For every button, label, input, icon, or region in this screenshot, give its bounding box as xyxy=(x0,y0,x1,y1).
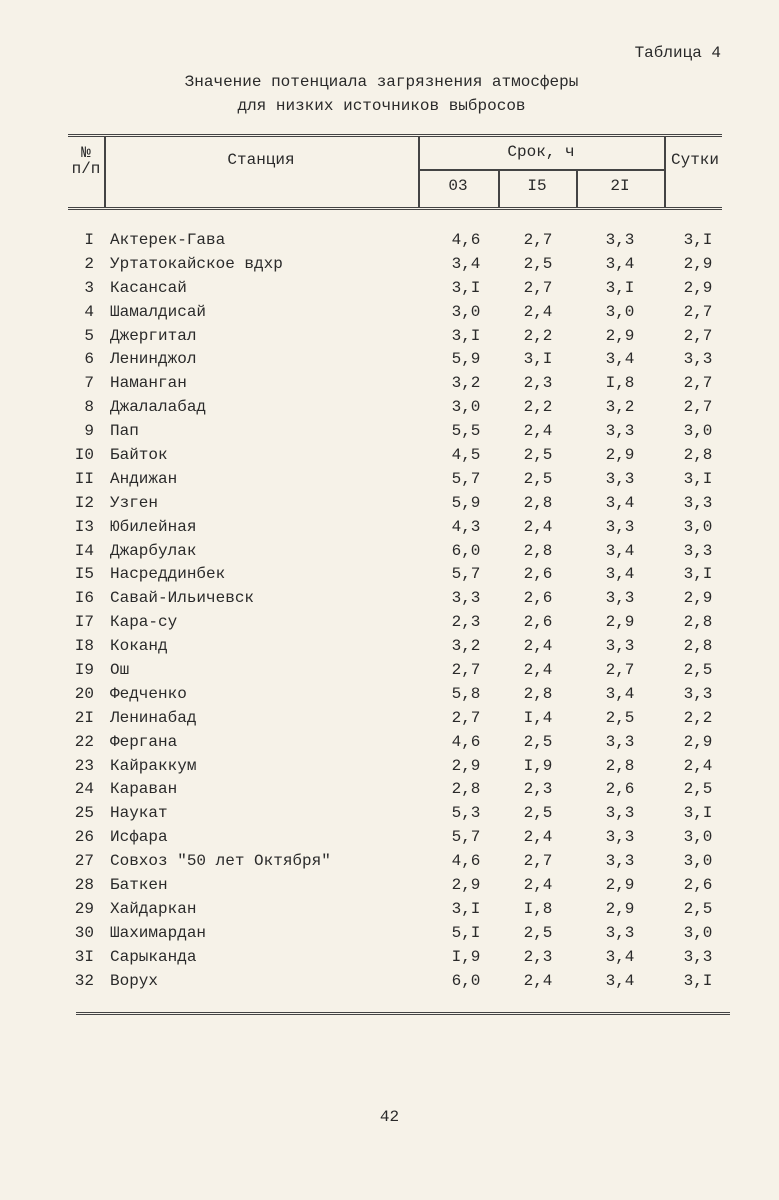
header-03: 03 xyxy=(448,177,468,195)
value-21: 3,4 xyxy=(605,493,635,512)
value-15: 2,5 xyxy=(523,923,553,942)
value-21: 2,6 xyxy=(605,780,635,799)
row-number: 25 xyxy=(74,804,94,823)
value-03: 5,9 xyxy=(451,350,481,369)
value-21: 3,3 xyxy=(605,589,635,608)
value-day: 2,6 xyxy=(683,876,713,895)
value-15: 2,5 xyxy=(523,732,553,751)
value-day: 3,3 xyxy=(683,493,713,512)
station-name: Баткен xyxy=(110,876,168,895)
value-15: 2,3 xyxy=(523,780,553,799)
table-row xyxy=(0,777,779,801)
value-03: 3,0 xyxy=(451,302,481,321)
table-row xyxy=(0,515,779,539)
row-number: 26 xyxy=(74,828,94,847)
value-21: 3,4 xyxy=(605,254,635,273)
value-21: 3,2 xyxy=(605,398,635,417)
station-name: Ленинджол xyxy=(110,350,197,369)
station-name: Шамалдисай xyxy=(110,302,207,321)
value-day: 3,3 xyxy=(683,350,713,369)
value-day: 3,0 xyxy=(683,517,713,536)
value-21: 3,4 xyxy=(605,541,635,560)
value-21: 3,3 xyxy=(605,517,635,536)
station-name: Ворух xyxy=(110,971,159,990)
station-name: Федченко xyxy=(110,684,187,703)
header-subdivider xyxy=(418,169,664,171)
row-number: 2 xyxy=(84,254,94,273)
station-name: Кара-су xyxy=(110,613,178,632)
value-21: 3,3 xyxy=(605,852,635,871)
row-number: 28 xyxy=(74,876,94,895)
station-name: Исфара xyxy=(110,828,168,847)
station-name: Наукат xyxy=(110,804,168,823)
station-name: Ош xyxy=(110,661,130,680)
value-day: 2,7 xyxy=(683,398,713,417)
value-03: 2,7 xyxy=(451,661,481,680)
station-name: Кайраккум xyxy=(110,756,197,775)
station-name: Фергана xyxy=(110,732,178,751)
value-21: I,8 xyxy=(605,374,635,393)
row-number: I6 xyxy=(74,589,94,608)
table-row xyxy=(0,849,779,873)
value-03: 5,8 xyxy=(451,684,481,703)
value-21: 3,4 xyxy=(605,947,635,966)
value-day: 3,I xyxy=(683,231,713,249)
value-day: 2,4 xyxy=(683,756,713,775)
value-15: 2,2 xyxy=(523,326,553,345)
table-row xyxy=(0,706,779,730)
value-21: 2,8 xyxy=(605,756,635,775)
station-name: Наманган xyxy=(110,374,187,393)
header-num: № п/п xyxy=(71,144,101,178)
value-15: 2,4 xyxy=(523,661,553,680)
value-03: 2,7 xyxy=(451,708,481,727)
station-name: Насреддинбек xyxy=(110,565,226,584)
value-15: 2,4 xyxy=(523,517,553,536)
header-period: Срок, ч xyxy=(507,143,575,161)
value-15: I,8 xyxy=(523,899,553,918)
value-day: 2,8 xyxy=(683,637,713,656)
value-21: 3,4 xyxy=(605,971,635,990)
row-number: 22 xyxy=(74,732,94,751)
row-number: 7 xyxy=(84,374,94,393)
row-number: I7 xyxy=(74,613,94,632)
table-row xyxy=(0,801,779,825)
value-day: 2,8 xyxy=(683,613,713,632)
table-row xyxy=(0,539,779,563)
row-number: I xyxy=(84,231,94,249)
value-day: 2,9 xyxy=(683,732,713,751)
station-name: Савай-Ильичевск xyxy=(110,589,255,608)
row-number: 27 xyxy=(74,852,94,871)
value-day: 2,9 xyxy=(683,589,713,608)
station-name: Узген xyxy=(110,493,159,512)
value-03: 3,I xyxy=(451,326,481,345)
row-number: 20 xyxy=(74,684,94,703)
station-name: Ленинабад xyxy=(110,708,197,727)
table-row xyxy=(0,228,779,252)
row-number: 23 xyxy=(74,756,94,775)
header-divider xyxy=(104,137,106,207)
station-name: Байток xyxy=(110,446,168,465)
station-name: Актерек-Гава xyxy=(110,231,226,249)
table-row xyxy=(0,252,779,276)
station-name: Совхоз "50 лет Октября" xyxy=(110,852,331,871)
value-21: 2,7 xyxy=(605,661,635,680)
value-day: 3,0 xyxy=(683,828,713,847)
value-21: 3,3 xyxy=(605,732,635,751)
row-number: I5 xyxy=(74,565,94,584)
value-21: 2,9 xyxy=(605,613,635,632)
page-number: 42 xyxy=(379,1108,400,1126)
row-number: 8 xyxy=(84,398,94,417)
value-15: I,4 xyxy=(523,708,553,727)
value-21: 2,9 xyxy=(605,899,635,918)
value-day: 2,8 xyxy=(683,446,713,465)
table-header xyxy=(68,134,722,210)
row-number: I0 xyxy=(74,446,94,465)
value-15: 2,8 xyxy=(523,541,553,560)
value-03: 2,9 xyxy=(451,756,481,775)
value-21: 3,3 xyxy=(605,828,635,847)
value-03: 6,0 xyxy=(451,971,481,990)
row-number: 24 xyxy=(74,780,94,799)
value-15: 2,7 xyxy=(523,231,553,249)
table-row xyxy=(0,945,779,969)
value-03: 3,2 xyxy=(451,637,481,656)
header-15: I5 xyxy=(527,177,547,195)
table-label: Таблица 4 xyxy=(634,44,721,62)
header-21: 2I xyxy=(610,177,630,195)
value-21: 3,3 xyxy=(605,637,635,656)
table-row xyxy=(0,682,779,706)
row-number: 2I xyxy=(74,708,94,727)
value-03: 4,3 xyxy=(451,517,481,536)
station-name: Шахимардан xyxy=(110,923,207,942)
station-name: Пап xyxy=(110,422,139,441)
value-15: 2,5 xyxy=(523,446,553,465)
row-number: I9 xyxy=(74,661,94,680)
value-15: 2,6 xyxy=(523,589,553,608)
row-number: 30 xyxy=(74,923,94,942)
value-15: 2,7 xyxy=(523,278,553,297)
value-03: 3,I xyxy=(451,278,481,297)
row-number: 6 xyxy=(84,350,94,369)
table-row xyxy=(0,921,779,945)
table-row xyxy=(0,467,779,491)
value-21: 2,5 xyxy=(605,708,635,727)
table-title-line1: Значение потенциала загрязнения атмосферы xyxy=(184,73,579,91)
row-number: I8 xyxy=(74,637,94,656)
value-day: 3,I xyxy=(683,971,713,990)
station-name: Коканд xyxy=(110,637,168,656)
value-day: 3,0 xyxy=(683,923,713,942)
value-15: 2,4 xyxy=(523,302,553,321)
value-15: 2,3 xyxy=(523,947,553,966)
table-row xyxy=(0,347,779,371)
value-03: 5,9 xyxy=(451,493,481,512)
table-row xyxy=(0,730,779,754)
row-number: 3 xyxy=(84,278,94,297)
row-number: 9 xyxy=(84,422,94,441)
value-21: 3,4 xyxy=(605,565,635,584)
value-15: 2,5 xyxy=(523,469,553,488)
table-row xyxy=(0,825,779,849)
table-row xyxy=(0,324,779,348)
table-row xyxy=(0,754,779,778)
value-21: 2,9 xyxy=(605,446,635,465)
value-21: 3,3 xyxy=(605,231,635,249)
row-number: II xyxy=(74,469,94,488)
row-number: 32 xyxy=(74,971,94,990)
value-15: 2,3 xyxy=(523,374,553,393)
value-03: 3,4 xyxy=(451,254,481,273)
value-03: 2,3 xyxy=(451,613,481,632)
row-number: 29 xyxy=(74,899,94,918)
value-03: 4,6 xyxy=(451,732,481,751)
value-day: 2,7 xyxy=(683,302,713,321)
table-row xyxy=(0,419,779,443)
value-15: 2,2 xyxy=(523,398,553,417)
value-03: 5,7 xyxy=(451,469,481,488)
value-03: 2,8 xyxy=(451,780,481,799)
station-name: Юбилейная xyxy=(110,517,197,536)
value-day: 3,3 xyxy=(683,947,713,966)
station-name: Андижан xyxy=(110,469,178,488)
value-15: 2,8 xyxy=(523,684,553,703)
value-03: 4,6 xyxy=(451,852,481,871)
value-day: 3,3 xyxy=(683,684,713,703)
table-row xyxy=(0,395,779,419)
value-day: 2,7 xyxy=(683,374,713,393)
value-03: 3,2 xyxy=(451,374,481,393)
row-number: 4 xyxy=(84,302,94,321)
table-body xyxy=(0,228,779,993)
station-name: Хайдаркан xyxy=(110,899,197,918)
row-number: 3I xyxy=(74,947,94,966)
table-row xyxy=(0,658,779,682)
station-name: Касансай xyxy=(110,278,187,297)
value-day: 2,9 xyxy=(683,278,713,297)
station-name: Сарыканда xyxy=(110,947,197,966)
value-21: 3,I xyxy=(605,278,635,297)
header-station: Станция xyxy=(227,151,295,169)
value-day: 3,I xyxy=(683,469,713,488)
value-03: 5,7 xyxy=(451,828,481,847)
value-15: I,9 xyxy=(523,756,553,775)
value-21: 3,3 xyxy=(605,804,635,823)
table-row xyxy=(0,491,779,515)
station-name: Уртатокайское вдхр xyxy=(110,254,283,273)
value-03: 4,5 xyxy=(451,446,481,465)
value-03: 6,0 xyxy=(451,541,481,560)
value-21: 3,4 xyxy=(605,350,635,369)
value-03: 5,5 xyxy=(451,422,481,441)
value-15: 2,4 xyxy=(523,876,553,895)
value-15: 2,6 xyxy=(523,613,553,632)
header-day: Сутки xyxy=(670,151,719,169)
value-15: 2,4 xyxy=(523,637,553,656)
value-15: 2,4 xyxy=(523,828,553,847)
value-03: 5,3 xyxy=(451,804,481,823)
value-21: 3,0 xyxy=(605,302,635,321)
table-row xyxy=(0,586,779,610)
header-divider xyxy=(664,137,666,207)
value-03: 5,7 xyxy=(451,565,481,584)
value-03: 5,I xyxy=(451,923,481,942)
value-03: 3,3 xyxy=(451,589,481,608)
value-day: 2,7 xyxy=(683,326,713,345)
value-day: 2,2 xyxy=(683,708,713,727)
value-21: 3,3 xyxy=(605,469,635,488)
table-row xyxy=(0,300,779,324)
value-15: 3,I xyxy=(523,350,553,369)
station-name: Джарбулак xyxy=(110,541,197,560)
table-row xyxy=(0,634,779,658)
table-row xyxy=(0,873,779,897)
value-15: 2,6 xyxy=(523,565,553,584)
table-row xyxy=(0,276,779,300)
value-21: 3,3 xyxy=(605,422,635,441)
table-row xyxy=(0,371,779,395)
value-03: 3,0 xyxy=(451,398,481,417)
table-bottom-rule xyxy=(76,1012,730,1015)
value-21: 2,9 xyxy=(605,876,635,895)
value-day: 2,9 xyxy=(683,254,713,273)
table-title-line2: для низких источников выбросов xyxy=(237,97,526,115)
value-day: 3,0 xyxy=(683,852,713,871)
value-15: 2,5 xyxy=(523,254,553,273)
row-number: I2 xyxy=(74,493,94,512)
station-name: Караван xyxy=(110,780,178,799)
value-day: 2,5 xyxy=(683,899,713,918)
value-15: 2,5 xyxy=(523,804,553,823)
value-03: 2,9 xyxy=(451,876,481,895)
value-day: 3,3 xyxy=(683,541,713,560)
value-day: 2,5 xyxy=(683,661,713,680)
value-day: 3,0 xyxy=(683,422,713,441)
value-day: 3,I xyxy=(683,804,713,823)
row-number: 5 xyxy=(84,326,94,345)
value-15: 2,7 xyxy=(523,852,553,871)
station-name: Джалалабад xyxy=(110,398,207,417)
table-row xyxy=(0,443,779,467)
value-21: 2,9 xyxy=(605,326,635,345)
value-15: 2,4 xyxy=(523,971,553,990)
value-day: 3,I xyxy=(683,565,713,584)
table-row xyxy=(0,969,779,993)
value-15: 2,8 xyxy=(523,493,553,512)
value-21: 3,4 xyxy=(605,684,635,703)
row-number: I3 xyxy=(74,517,94,536)
table-row xyxy=(0,562,779,586)
value-03: 3,I xyxy=(451,899,481,918)
table-row xyxy=(0,897,779,921)
table-row xyxy=(0,610,779,634)
station-name: Джергитал xyxy=(110,326,197,345)
row-number: I4 xyxy=(74,541,94,560)
value-21: 3,3 xyxy=(605,923,635,942)
value-03: 4,6 xyxy=(451,231,481,249)
value-03: I,9 xyxy=(451,947,481,966)
value-15: 2,4 xyxy=(523,422,553,441)
value-day: 2,5 xyxy=(683,780,713,799)
